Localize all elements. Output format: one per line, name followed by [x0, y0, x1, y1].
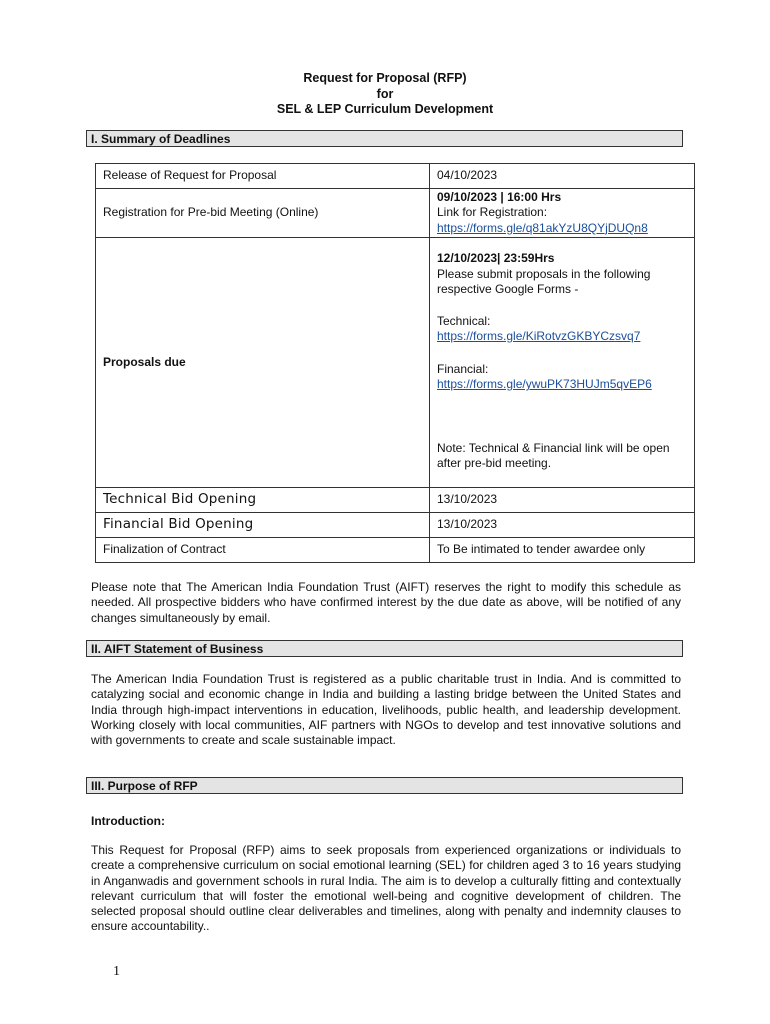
prebid-cell — [430, 189, 695, 238]
introduction-paragraph: This Request for Proposal (RFP) aims to seek proposals from experienced organizations or individuals to create a comprehensive curriculum on social emotional learning (SEL) for children aged 3 to 16 years studying in Anganwadis and government schools in rural India. The aim is to develop a culturally fitting and contextually relevant curriculum that will foster the emotional well-being and cognitive development of children. The selected proposal should outline clear deliverables and timelines, along with penalty and indemnity clauses to ensure accountability.. — [91, 843, 681, 934]
table-row — [96, 164, 695, 189]
table-row — [96, 538, 695, 563]
fin-bid-opening-value: 13/10/2023 — [430, 513, 695, 538]
tech-bid-opening-label: Technical Bid Opening — [96, 488, 430, 513]
table-row — [96, 488, 695, 513]
table-row — [96, 238, 695, 488]
proposals-cell — [430, 238, 695, 488]
financial-label: Financial: — [437, 361, 489, 376]
proposals-date: 12/10/2023| 23:59Hrs — [437, 251, 555, 265]
finalization-label: Finalization of Contract — [96, 538, 430, 563]
tech-bid-opening-value: 13/10/2023 — [430, 488, 695, 513]
prebid-link-label: Link for Registration: — [437, 205, 548, 220]
proposals-due-label: Proposals due — [96, 238, 430, 488]
table-row — [96, 189, 695, 238]
proposals-instruction: Please submit proposals in the following respective Google Forms - — [437, 266, 651, 296]
business-paragraph: The American India Foundation Trust is registered as a public charitable trust in India. And is committed to catalyzing social and economic change in India and building a lasting bridge between the United States and India through high-impact interventions in education, livelihoods, public health, and leadership development. Working closely with local communities, AIF partners with NGOs to develop and test innovative solutions and with governments to create and scale sustainable impact. — [91, 672, 681, 748]
doc-title-line1: Request for Proposal (RFP) — [303, 71, 467, 85]
prebid-registration-link[interactable]: https://forms.gle/q81akYzU8QYjDUQn8 — [437, 220, 648, 235]
proposals-note: Note: Technical & Financial link will be open after pre-bid meeting. — [437, 440, 670, 470]
release-label: Release of Request for Proposal — [96, 164, 430, 189]
schedule-note-paragraph: Please note that The American India Foundation Trust (AIFT) reserves the right to modify this schedule as needed. All prospective bidders who have confirmed interest by the due date as above, will be notified of any changes simultaneously by email. — [91, 580, 681, 625]
doc-title-line3: SEL & LEP Curriculum Development — [276, 102, 494, 116]
table-row — [96, 513, 695, 538]
section-heading-business: II. AIFT Statement of Business — [86, 640, 683, 657]
technical-label: Technical: — [437, 313, 491, 328]
prebid-date: 09/10/2023 | 16:00 Hrs — [437, 189, 562, 204]
release-value: 04/10/2023 — [430, 164, 695, 189]
prebid-label: Registration for Pre-bid Meeting (Online) — [96, 189, 430, 238]
doc-title-line2: for — [376, 87, 394, 101]
page-number: 1 — [113, 964, 120, 979]
deadlines-table — [95, 163, 695, 563]
financial-form-link[interactable]: https://forms.gle/ywuPK73HUJm5qvEP6 — [437, 377, 652, 391]
technical-form-link[interactable]: https://forms.gle/KiRotvzGKBYCzsvq7 — [437, 329, 641, 343]
introduction-heading: Introduction: — [91, 814, 165, 828]
section-heading-purpose: III. Purpose of RFP — [86, 777, 683, 794]
section-heading-summary: I. Summary of Deadlines — [86, 130, 683, 147]
finalization-value: To Be intimated to tender awardee only — [430, 538, 695, 563]
fin-bid-opening-label: Financial Bid Opening — [96, 513, 430, 538]
